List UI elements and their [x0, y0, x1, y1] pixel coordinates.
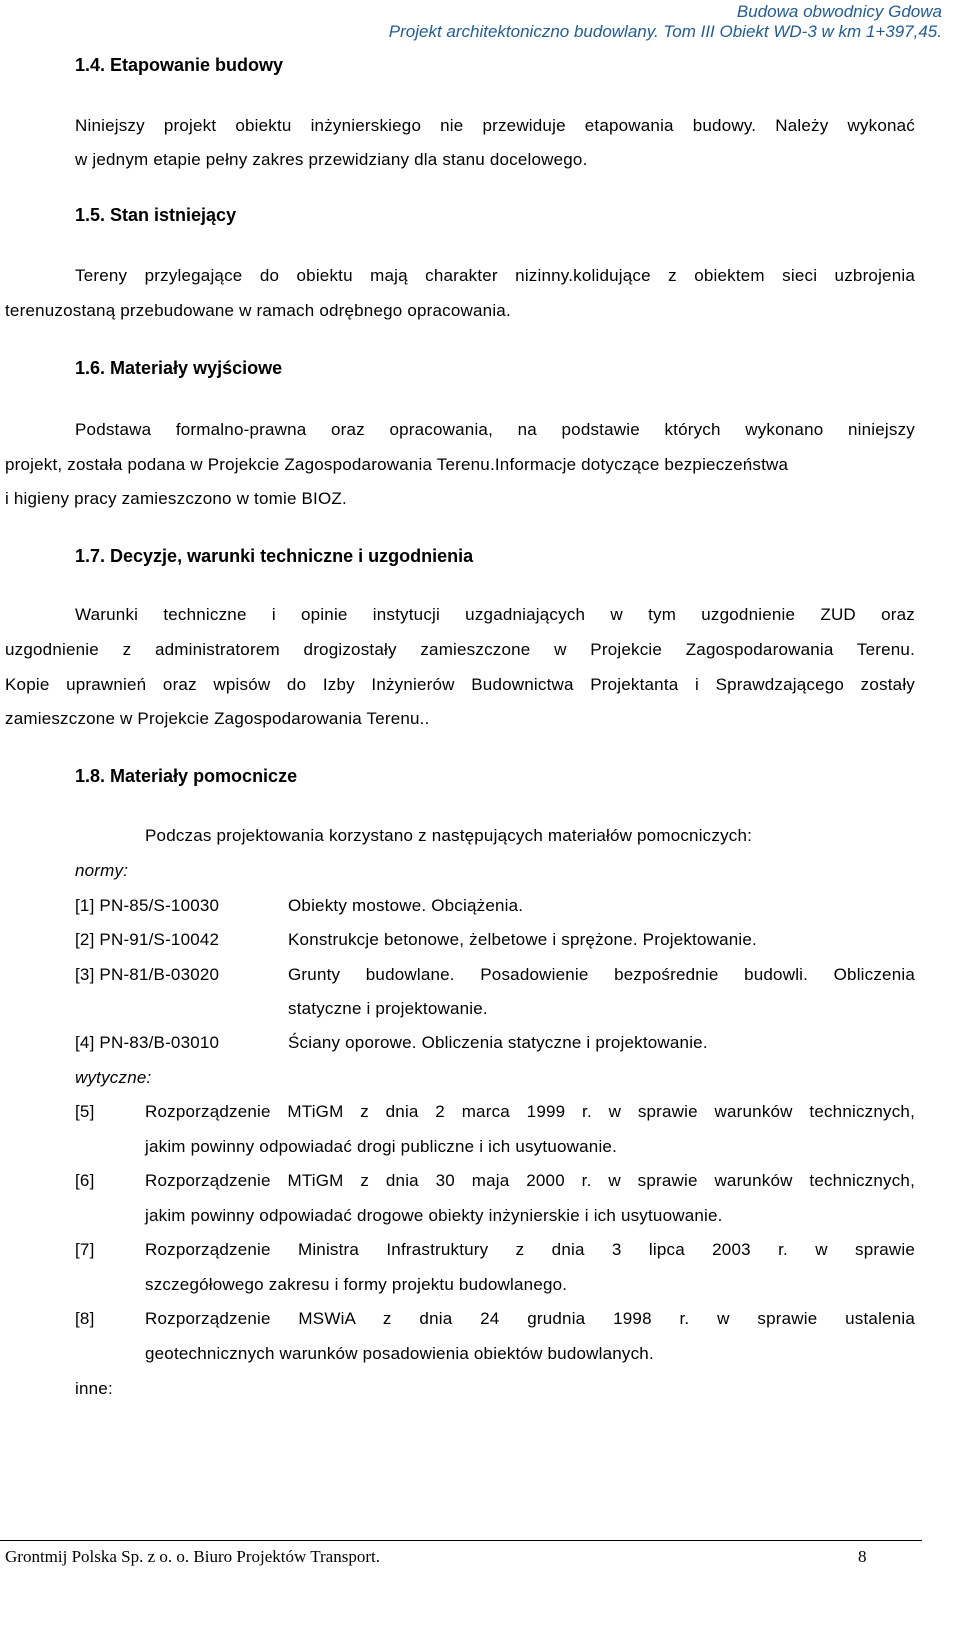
norm-reference: [3] PN-81/B-03020 [75, 965, 220, 984]
paragraph-line: w jednym etapie pełny zakres przewidziany dla stanu docelowego. [75, 150, 588, 169]
guideline-title: szczegółowego zakresu i formy projektu budowlanego. [145, 1275, 568, 1294]
guideline-title: jakim powinny odpowiadać drogowe obiekty inżynierskie i ich usytuowanie. [145, 1206, 723, 1225]
paragraph-line: Niniejszy projekt obiektu inżynierskiego nie przewiduje etapowania budowy. Należy wykonać [75, 116, 915, 135]
norm-title: Obiekty mostowe. Obciążenia. [288, 896, 524, 915]
guideline-title: geotechnicznych warunków posadowienia obiektów budowlanych. [145, 1344, 654, 1363]
inne-label: inne: [75, 1379, 113, 1398]
paragraph-line: terenuzostaną przebudowane w ramach odrębnego opracowania. [5, 301, 511, 320]
page-number: 8 [858, 1547, 867, 1566]
guideline-title: Rozporządzenie MSWiA z dnia 24 grudnia 1998 r. w sprawie ustalenia [145, 1309, 915, 1328]
norm-title: Ściany oporowe. Obliczenia statyczne i projektowanie. [288, 1033, 708, 1052]
paragraph-line: Kopie uprawnień oraz wpisów do Izby Inżynierów Budownictwa Projektanta i Sprawdzającego zostały [5, 675, 915, 694]
footer-rule [0, 1540, 922, 1541]
guideline-reference: [7] [75, 1240, 95, 1259]
section-heading-1-6: 1.6. Materiały wyjściowe [75, 358, 283, 378]
section-heading-1-4: 1.4. Etapowanie budowy [75, 55, 284, 75]
header-subtitle: Projekt architektoniczno budowlany. Tom III Obiekt WD-3 w km 1+397,45. [388, 22, 942, 41]
guideline-reference: [8] [75, 1309, 95, 1328]
section-heading-1-8: 1.8. Materiały pomocnicze [75, 766, 298, 786]
paragraph-line: Podstawa formalno-prawna oraz opracowania, na podstawie których wykonano niniejszy [75, 420, 915, 439]
guideline-title: jakim powinny odpowiadać drogi publiczne i ich usytuowanie. [145, 1137, 618, 1156]
paragraph-line: Warunki techniczne i opinie instytucji uzgadniających w tym uzgodnienie ZUD oraz [75, 605, 915, 624]
paragraph-line: Tereny przylegające do obiektu mają charakter nizinny.kolidujące z obiektem sieci uzbrojenia [75, 266, 915, 285]
norm-title: Grunty budowlane. Posadowienie bezpośrednie budowli. Obliczenia [288, 965, 915, 984]
guideline-title: Rozporządzenie MTiGM z dnia 2 marca 1999 r. w sprawie warunków technicznych, [145, 1102, 915, 1121]
guideline-reference: [5] [75, 1102, 95, 1121]
guideline-reference: [6] [75, 1171, 95, 1190]
normy-label: normy: [75, 861, 129, 880]
paragraph-line: projekt, została podana w Projekcie Zagospodarowania Terenu.Informacje dotyczące bezpieczeństwa [5, 455, 789, 474]
section-heading-1-5: 1.5. Stan istniejący [75, 205, 237, 225]
section-heading-1-7: 1.7. Decyzje, warunki techniczne i uzgodnienia [75, 546, 474, 566]
footer-company: Grontmij Polska Sp. z o. o. Biuro Projektów Transport. [5, 1547, 380, 1566]
header-title: Budowa obwodnicy Gdowa [736, 2, 942, 21]
wytyczne-label: wytyczne: [75, 1068, 152, 1087]
guideline-title: Rozporządzenie Ministra Infrastruktury z dnia 3 lipca 2003 r. w sprawie [145, 1240, 915, 1259]
norm-title: statyczne i projektowanie. [288, 999, 488, 1018]
norm-reference: [2] PN-91/S-10042 [75, 930, 220, 949]
paragraph-line: i higieny pracy zamieszczono w tomie BIOZ. [5, 489, 347, 508]
norm-reference: [4] PN-83/B-03010 [75, 1033, 220, 1052]
paragraph-line: uzgodnienie z administratorem drogizostały zamieszczone w Projekcie Zagospodarowania Terenu. [5, 640, 915, 659]
paragraph-line: zamieszczone w Projekcie Zagospodarowania Terenu.. [5, 709, 430, 728]
norm-reference: [1] PN-85/S-10030 [75, 896, 220, 915]
paragraph-line: Podczas projektowania korzystano z następujących materiałów pomocniczych: [145, 826, 753, 845]
guideline-title: Rozporządzenie MTiGM z dnia 30 maja 2000 r. w sprawie warunków technicznych, [145, 1171, 915, 1190]
norm-title: Konstrukcje betonowe, żelbetowe i sprężone. Projektowanie. [288, 930, 757, 949]
